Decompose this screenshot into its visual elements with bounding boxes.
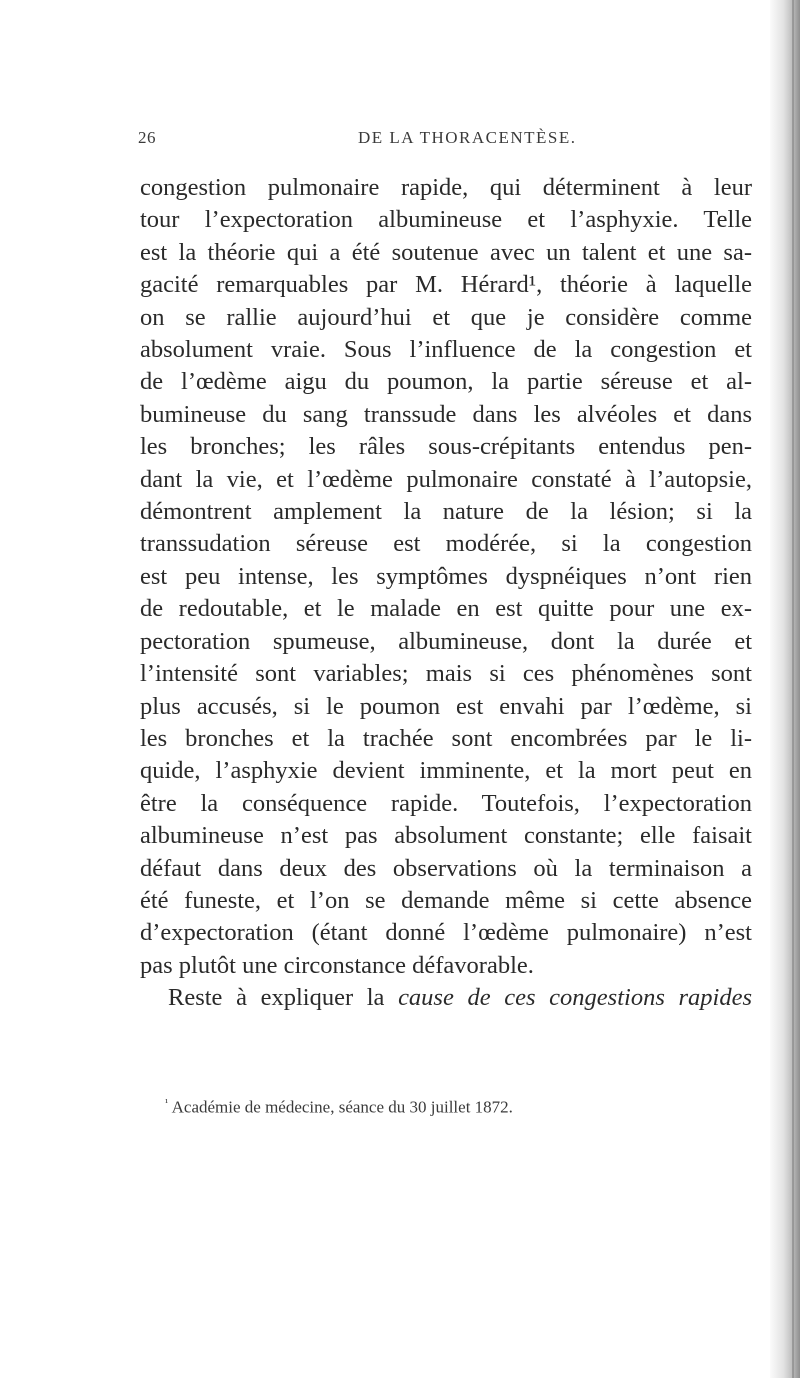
running-title: DE LA THORACENTÈSE. (358, 128, 577, 147)
text-line: tour l’expectoration albumineuse et l’asphyxie. Telle (140, 206, 752, 234)
footnote-text: Académie de médecine, séance du 30 juillet 1872. (171, 1097, 513, 1117)
text-line: démontrent amplement la nature de la lésion; si la (140, 498, 752, 526)
text-line: être la conséquence rapide. Toutefois, l’expectoration (140, 789, 752, 817)
text-line: de redoutable, et le malade en est quitte pour une ex- (140, 595, 752, 623)
text-line: albumineuse n’est pas absolument constante; elle faisait (140, 822, 752, 850)
text-line: est la théorie qui a été soutenue avec un talent et une sa- (140, 238, 752, 266)
text-line: on se rallie aujourd’hui et que je considère comme (140, 303, 752, 331)
text-line: transsudation séreuse est modérée, si la congestion (140, 530, 752, 558)
text-line: plus accusés, si le poumon est envahi par l’œdème, si (140, 692, 752, 720)
page-edge-shadow (770, 0, 800, 1378)
page-header (138, 128, 778, 154)
text-line: de l’œdème aigu du poumon, la partie séreuse et al- (140, 368, 752, 396)
text-line: défaut dans deux des observations où la terminaison a (140, 854, 752, 882)
text-line-last: pas plutôt une circonstance défavorable. (140, 951, 534, 979)
text-line: gacité remarquables par M. Hérard¹, théorie à laquelle (140, 271, 752, 299)
text-line-reste (140, 982, 752, 1014)
text-line: l’intensité sont variables; mais si ces phénomènes sont (140, 660, 752, 688)
text-line: congestion pulmonaire rapide, qui déterminent à leur (140, 174, 752, 201)
text-line: pectoration spumeuse, albumineuse, dont la durée et (140, 627, 752, 655)
text-line: d’expectoration (étant donné l’œdème pulmonaire) n’est (140, 919, 752, 947)
text-line: les bronches; les râles sous-crépitants entendus pen- (140, 433, 752, 461)
page-number: 26 (138, 128, 156, 147)
text-line: dant la vie, et l’œdème pulmonaire constaté à l’autopsie, (140, 465, 752, 493)
text-line: bumineuse du sang transsude dans les alvéoles et dans (140, 400, 752, 428)
text-line: absolument vraie. Sous l’influence de la congestion et (140, 336, 752, 364)
footnote (165, 1092, 765, 1119)
body-text (140, 172, 752, 1015)
text-line: les bronches et la trachée sont encombrées par le li- (140, 724, 752, 752)
reste-italic: cause de ces congestions rapides (398, 984, 752, 1012)
text-line: quide, l’asphyxie devient imminente, et la mort peut en (140, 757, 752, 785)
text-line: est peu intense, les symptômes dyspnéiques n’ont rien (140, 562, 752, 590)
text-line: été funeste, et l’on se demande même si cette absence (140, 886, 752, 914)
footnote-marker: ¹ (165, 1097, 169, 1109)
reste-prefix: Reste à expliquer la (168, 984, 399, 1012)
